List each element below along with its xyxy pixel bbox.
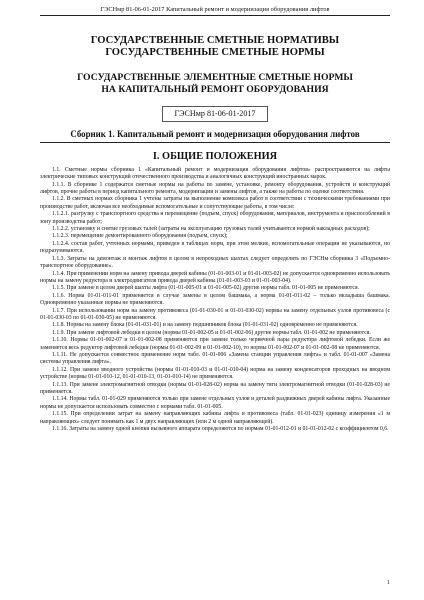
subtitle	[40, 72, 390, 96]
paragraph: 1.1.13. При замене электромагнитной отводки (нормы 01-01-028-02) норма на замену тяги электромагнитной отводки (01-01-028-03) не применяется.	[40, 381, 390, 395]
paragraph: 1.1.5. При замене в целом дверей шахты лифта (01-01-005-01 и 01-01-005-02) другие нормы табл. 01-01-005 не применяются.	[52, 285, 360, 292]
paragraph: 1.1.14. Нормы табл. 01-01-029 применяются только при замене отдельных узлов и деталей раздвижных дверей кабины лифта. Указанные нормы не допускается использовать совместно с нормами табл. 01-01-005.	[40, 396, 390, 410]
paragraph: 1.1.6. Норма 01-01-011-01 применяется в случае замены в целом башмака, а норма 01-01-011-02 – только вкладыша башмака. Одновременно указанные нормы не применяются.	[40, 292, 390, 307]
paragraph: 1.1.11. Не допускается совместное применение норм табл. 01-01-006 «Замена станции управления лифта» и табл. 01-01-007 «Замена системы управления лифта».	[40, 351, 390, 366]
paragraph: 1.1.2.1. разгрузку с транспортного средства и перемещение (подъем, спуск) оборудования, материалов, инструмента и приспособлений в зону производства работ;	[40, 211, 390, 225]
subtitle-line-1: ГОСУДАРСТВЕННЫЕ ЭЛЕМЕНТНЫЕ СМЕТНЫЕ НОРМЫ	[77, 71, 353, 83]
paragraph: 1.1.2.2. установку и снятие грузовых талей (затраты на эксплуатацию грузовых талей учитываются нормой накладных расходов);	[52, 226, 370, 233]
paragraph: 1.1.15. При определении затрат на замену направляющих кабины лифта и противовеса (табл. 01-01-023) единицу измерения «1 м направляющих» следует понимать как 1 м двух направляющих (или 2 м одной направляющей).	[40, 411, 390, 425]
paragraph: 1.1.2. В сметных нормах сборника 1 учтены затраты на выполнение комплекса работ в соответствии с техническими требованиями при производстве работ, включая все необходимые вспомогательные и сопутствующие работы, в том числе:	[40, 196, 390, 210]
document-code: ГЭСНмр 81-06-01-2017	[162, 106, 268, 122]
paragraph: 1.1.10. Нормы 01-01-002-07 и 01-01-002-08 применяются при замене только червячной пары редуктора лифтовой лебедки. Если же заменяется весь редуктор лифтовой лебедки (нормы 01-01-002-09 и 01-01-002-10), то нормы 01-01-002-07 и 01-01-002-08 не применяются.	[40, 337, 390, 351]
paragraph: 1.1.7. При использовании норм на замену противовеса (01-01-030-01 и 01-01-030-02) нормы на замену отдельных узлов противовеса (с 01-01-030-03 по 01-01-030-05) не применяются.	[40, 307, 390, 321]
page-number: 1	[387, 580, 390, 586]
paragraph: 1.1.4. При применении норм на замену привода дверей кабины (01-01-003-01 и 01-01-003-02) не допускается одновременно использовать нормы на замену редуктора и электродвигателя привода дверей кабины (01-01-003-03 и 01-01-003-04).	[40, 270, 390, 284]
main-title-line-1: ГОСУДАРСТВЕННЫЕ СМЕТНЫЕ НОРМАТИВЫ	[90, 35, 340, 46]
section-title: I. ОБЩИЕ ПОЛОЖЕНИЯ	[152, 150, 278, 162]
running-header: ГЭСНмр 81-06-01-2017 Капитальный ремонт и модернизация оборудования лифтов	[40, 6, 390, 16]
body-text	[40, 167, 390, 434]
paragraph: 1.1.12. При замене вводного устройства (нормы 01-01-010-03 и 01-01-010-04) норма на замену конденсаторов проходных на вводном устройстве (нормы 01-01-010-12, 01-01-010-13, 01-01-010-14) не применяются.	[40, 366, 390, 381]
paragraph: 1.1. Сметные нормы сборника 1 «Капитальный ремонт и модернизация оборудования лифтов» распространяются на лифты электрические типовых конструкций отечественного производства и аналогичных конструкций иностранных марок.	[40, 166, 390, 181]
paragraph: 1.1.2.3. перемещение демонтированного оборудования (подъем, спуск);	[52, 233, 228, 240]
paragraph: 1.1.16. Затраты на замену одной кнопки вызывного аппарата определяются по нормам 01-01-012-01 и 01-01-012-02 с коэффициентом 0,6.	[52, 426, 389, 433]
paragraph: 1.1.9. При замене лифтовой лебедки в целом (нормы 01-01-002-05 и 01-01-002-06) другие нормы табл. 01-01-002 не применяются.	[52, 329, 371, 336]
paragraph: 1.1.2.4. состав работ, учтенных нормами, приведен в таблицах норм, при этом мелкие, вспомогательные операции не указываются, но подразумеваются.	[40, 240, 390, 255]
main-title-line-2: ГОСУДАРСТВЕННЫЕ СМЕТНЫЕ НОРМЫ	[105, 47, 325, 59]
subtitle-line-2: НА КАПИТАЛЬНЫЙ РЕМОНТ ОБОРУДОВАНИЯ	[101, 83, 329, 95]
collection-title: Сборник 1. Капитальный ремонт и модернизация оборудования лифтов	[40, 128, 390, 143]
paragraph: 1.1.8. Нормы на замену блока (01-01-031-01) и на замену подшипников блока (01-01-031-02) одновременно не применяются.	[52, 322, 358, 329]
paragraph: 1.1.3. Затраты на демонтаж и монтаж лифтов в целом в непроходных шахтах следует определять по ГЭСНм сборника 3 «Подъемно-транспортное оборудование».	[40, 255, 390, 270]
paragraph: 1.1.1. В сборнике 1 содержатся сметные нормы на работы по замене, установке, ремонту оборудования, устройств и конструкций лифтов, прочие работы в период капитального ремонта, модернизации и замены лифтов, а также на работы по оценке соответствия.	[40, 181, 390, 196]
main-title	[40, 35, 390, 60]
